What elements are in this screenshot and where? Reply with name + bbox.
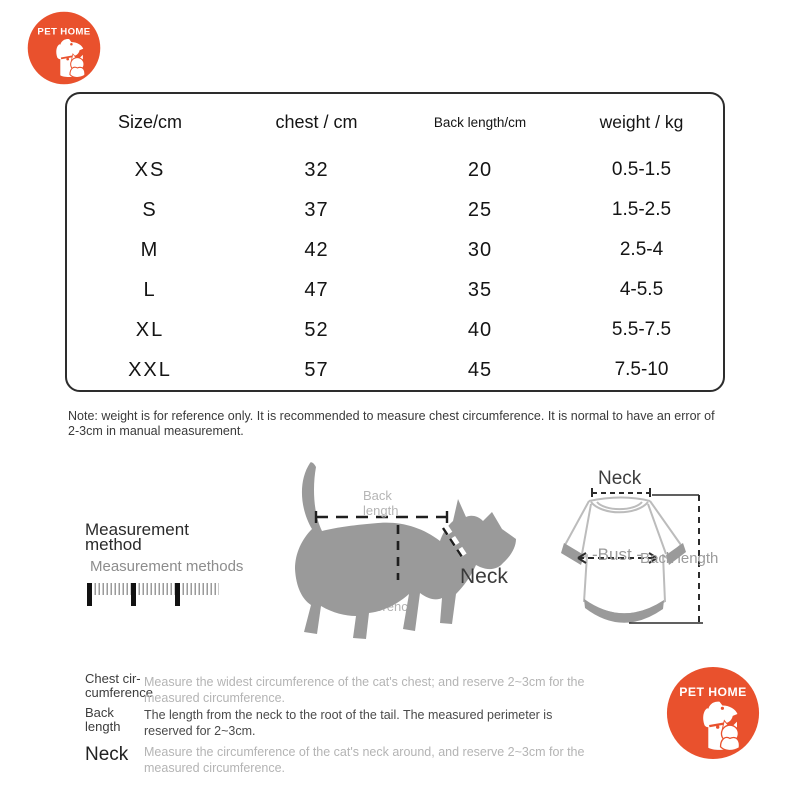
shirt-back-length-label: Back length [640, 550, 719, 567]
definition-desc-chest: Measure the widest circumference of the cat's chest; and reserve 2~3cm for the measured circumference. [144, 675, 585, 705]
ruler-minor-ticks [92, 583, 131, 595]
ruler-minor-ticks [180, 583, 219, 595]
size-table [65, 92, 725, 392]
ruler-minor-ticks [136, 583, 175, 595]
row-l-size: L [143, 278, 157, 301]
measurement-method-title-line2: method [85, 535, 142, 554]
row-xxl-back: 45 [467, 358, 493, 381]
cat-silhouette [250, 455, 520, 650]
row-xs-chest: 32 [304, 158, 329, 181]
measurement-method-title [85, 522, 189, 552]
definition-desc-neck: Measure the circumference of the cat's neck around, and reserve 2~3cm for the measured circumference. [144, 745, 585, 775]
measurement-methods-subtitle: Measurement methods [90, 558, 244, 575]
brand-logo-top [27, 11, 101, 85]
shirt-bust-label: -Bust - [592, 545, 643, 564]
col-header-weight: weight / kg [599, 111, 684, 132]
row-m-chest: 42 [304, 238, 329, 261]
cat-neck-label: Neck [460, 565, 508, 588]
row-xxl-weight: 7.5-10 [614, 359, 669, 380]
shirt-neck-label: Neck [598, 468, 642, 489]
row-l-weight: 4-5.5 [619, 279, 664, 300]
definition-desc-back-length: The length from the neck to the root of the tail. The measured perimeter is reserved for 2~3cm. [144, 708, 553, 738]
brand-name-text: PET HOME [679, 685, 747, 700]
pet-home-dog-cat-icon [666, 666, 760, 760]
row-xl-chest: 52 [304, 318, 329, 341]
row-s-weight: 1.5-2.5 [611, 199, 672, 220]
row-xs-weight: 0.5-1.5 [611, 159, 672, 180]
row-l-back: 35 [467, 278, 493, 301]
row-xxl-size: XXL [128, 358, 172, 381]
row-s-size: S [142, 198, 158, 221]
row-l-chest: 47 [304, 278, 329, 301]
row-xl-weight: 5.5-7.5 [611, 319, 672, 340]
row-xl-size: XL [135, 318, 165, 341]
row-m-size: M [140, 238, 160, 261]
cat-measurement-diagram [250, 455, 520, 650]
ruler-icon [87, 583, 219, 607]
row-xs-back: 20 [467, 158, 493, 181]
measurement-method-title-line1: Measurement [85, 520, 189, 539]
brand-name-text: PET HOME [37, 26, 91, 38]
definition-term-neck: Neck [85, 744, 129, 765]
col-header-back-length: Back length/cm [433, 114, 527, 130]
row-xs-size: XS [134, 158, 166, 181]
row-s-back: 25 [467, 198, 493, 221]
definition-term-chest: Chest cir- cumference [85, 671, 153, 700]
col-header-size: Size/cm [117, 111, 182, 132]
definition-term-back-length: Back length [85, 705, 121, 734]
cat-back-length-label: Back length [363, 488, 399, 518]
row-xl-back: 40 [467, 318, 493, 341]
col-header-chest: chest / cm [275, 111, 358, 132]
shirt-measurement-diagram [545, 455, 785, 660]
row-m-back: 30 [467, 238, 493, 261]
row-s-chest: 37 [304, 198, 329, 221]
brand-logo-bottom [666, 666, 760, 760]
row-xxl-chest: 57 [304, 358, 329, 381]
weight-reference-note: Note: weight is for reference only. It is recommended to measure chest circumference. It is normal to have an error of 2-3cm in manual measurement. [68, 409, 715, 439]
pet-home-dog-cat-icon [27, 11, 101, 85]
row-m-weight: 2.5-4 [619, 239, 664, 260]
